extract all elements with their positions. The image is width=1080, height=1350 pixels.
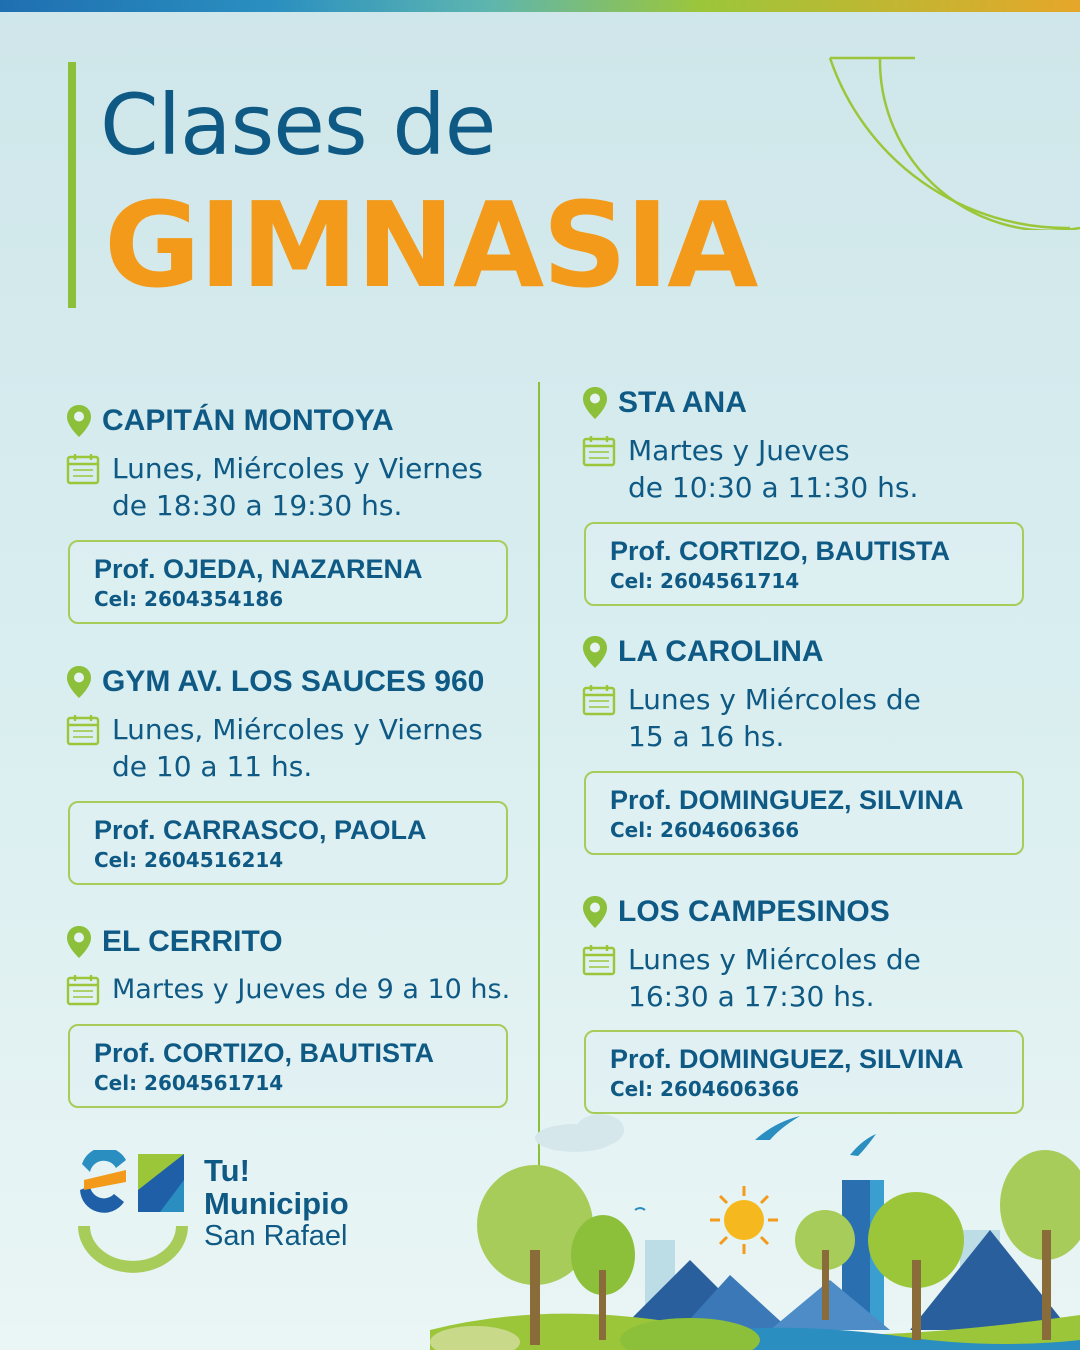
location-heading: [66, 925, 536, 959]
class-entry-la-carolina: [582, 635, 1052, 755]
calendar-icon: [66, 973, 100, 1007]
professor-phone: Cel: 2604354186: [94, 587, 284, 611]
schedule-text: Martes y Jueves de 10:30 a 11:30 hs.: [628, 434, 919, 504]
location-pin-icon: [66, 665, 92, 699]
location-name: STA ANA: [618, 386, 747, 419]
logo-line2: Municipio: [204, 1186, 349, 1221]
location-heading: [582, 635, 1052, 669]
location-pin-icon: [582, 635, 608, 669]
professor-card: [68, 540, 508, 624]
professor-phone: Cel: 2604561714: [610, 569, 800, 593]
location-pin-icon: [582, 386, 608, 420]
title-line2: GIMNASIA: [104, 176, 757, 314]
calendar-icon: [66, 452, 100, 486]
class-entry-capitan-montoya: [66, 404, 536, 524]
professor-phone: Cel: 2604606366: [610, 1077, 800, 1101]
location-name: CAPITÁN MONTOYA: [102, 404, 394, 437]
professor-phone: Cel: 2604561714: [94, 1071, 284, 1095]
class-entry-gym-los-sauces: [66, 665, 536, 785]
professor-card: [68, 801, 508, 885]
municipio-logo-text: [204, 1154, 349, 1253]
schedule: [582, 681, 1052, 755]
calendar-icon: [582, 683, 616, 717]
schedule-text: Lunes, Miércoles y Viernes de 10 a 11 hs.: [112, 713, 483, 783]
professor-phone: Cel: 2604516214: [94, 848, 284, 872]
class-entry-sta-ana: [582, 386, 1052, 506]
location-name: EL CERRITO: [102, 925, 283, 958]
calendar-icon: [582, 943, 616, 977]
schedule: [582, 941, 1052, 1015]
schedule-text: Martes y Jueves de 9 a 10 hs.: [112, 974, 511, 1005]
location-name: LA CAROLINA: [618, 635, 824, 668]
location-pin-icon: [66, 404, 92, 438]
logo-line3: San Rafael: [204, 1220, 348, 1252]
professor-name: Prof. CORTIZO, BAUTISTA: [610, 536, 950, 566]
schedule-text: Lunes, Miércoles y Viernes de 18:30 a 19:30 hs.: [112, 452, 483, 522]
schedule: [66, 711, 536, 785]
landscape-illustration: [430, 1100, 1080, 1350]
professor-name: Prof. OJEDA, NAZARENA: [94, 554, 423, 584]
location-name: LOS CAMPESINOS: [618, 895, 890, 928]
title-accent-bar: [68, 62, 76, 308]
location-heading: [66, 404, 536, 438]
class-entry-los-campesinos: [582, 895, 1052, 1015]
schedule-text: Lunes y Miércoles de 15 a 16 hs.: [628, 683, 921, 753]
schedule: [66, 450, 536, 524]
calendar-icon: [582, 434, 616, 468]
professor-name: Prof. DOMINGUEZ, SILVINA: [610, 785, 964, 815]
schedule-text: Lunes y Miércoles de 16:30 a 17:30 hs.: [628, 943, 921, 1013]
calendar-icon: [66, 713, 100, 747]
professor-card: [584, 522, 1024, 606]
location-name: GYM AV. LOS SAUCES 960: [102, 665, 485, 698]
title-line1: Clases de: [100, 76, 496, 174]
professor-name: Prof. CORTIZO, BAUTISTA: [94, 1038, 434, 1068]
location-pin-icon: [582, 895, 608, 929]
schedule: [66, 971, 536, 1008]
schedule: [582, 432, 1052, 506]
professor-name: Prof. DOMINGUEZ, SILVINA: [610, 1044, 964, 1074]
decorative-arc: [820, 50, 1080, 230]
top-gradient-bar: [0, 0, 1080, 12]
professor-name: Prof. CARRASCO, PAOLA: [94, 815, 427, 845]
class-entry-el-cerrito: [66, 925, 536, 1008]
professor-phone: Cel: 2604606366: [610, 818, 800, 842]
location-heading: [582, 895, 1052, 929]
municipio-logo-icon: [76, 1150, 188, 1274]
professor-card: [584, 771, 1024, 855]
location-heading: [66, 665, 536, 699]
professor-card: [68, 1024, 508, 1108]
logo-line1: Tu!: [204, 1153, 250, 1188]
location-heading: [582, 386, 1052, 420]
location-pin-icon: [66, 925, 92, 959]
